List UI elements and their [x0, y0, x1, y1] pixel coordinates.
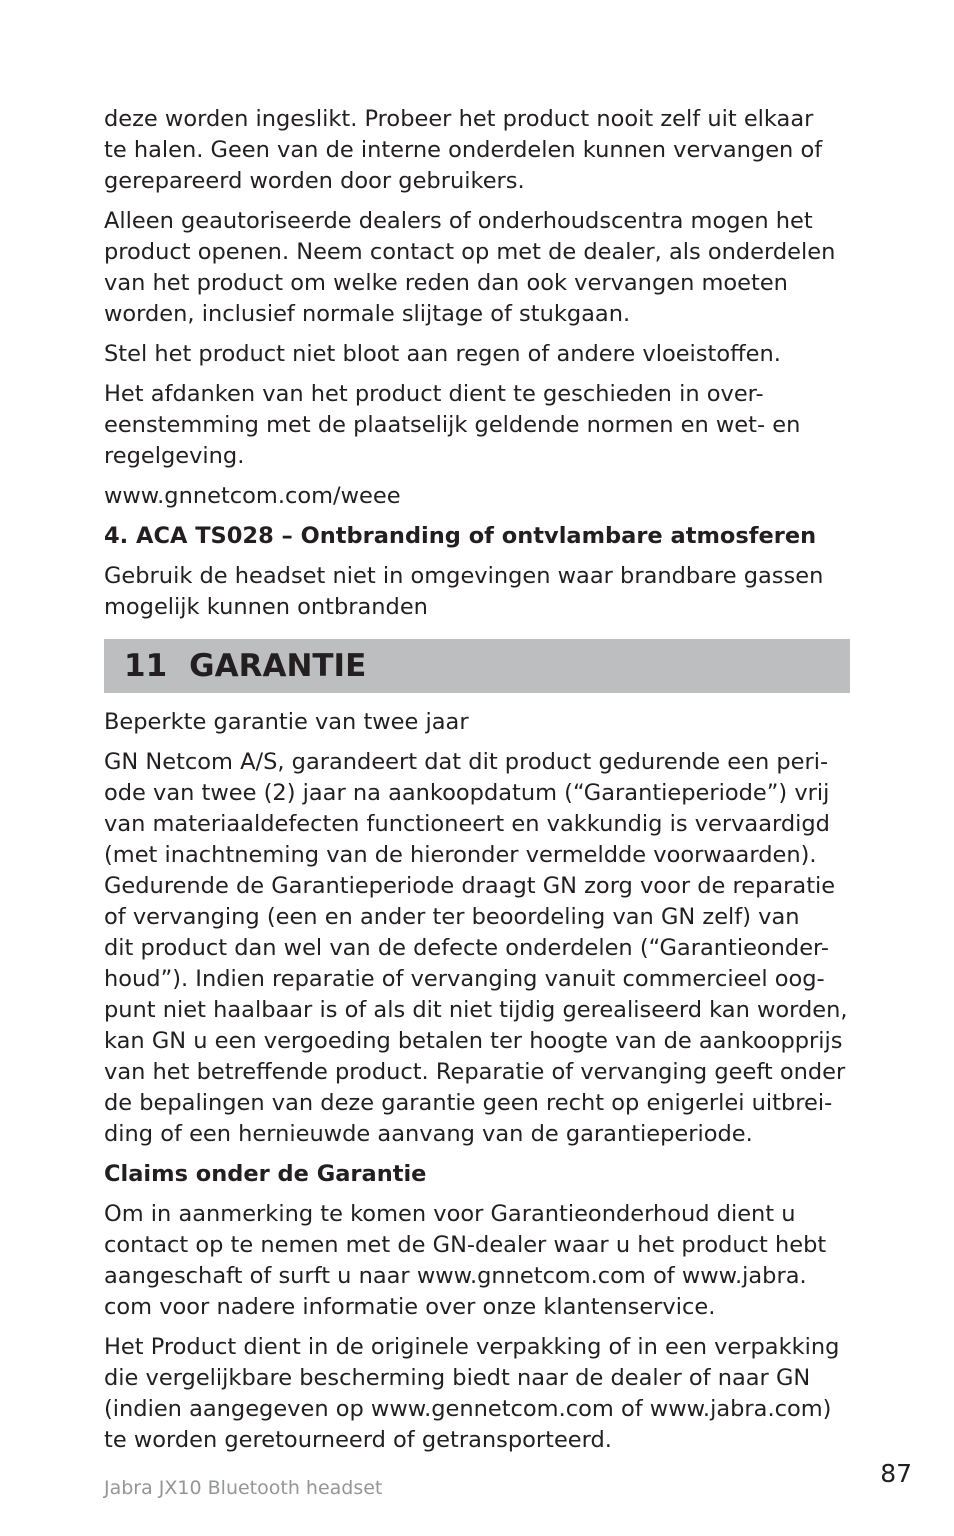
section-title: GARANTIE	[189, 648, 367, 684]
section-header-garantie	[104, 639, 850, 693]
paragraph-disposal: Het afdanken van het product dient te geschieden in over- eenstemming met de plaatselijk geldende normen en wet- en regelgeving.	[104, 381, 801, 469]
section-number: 11	[124, 648, 168, 684]
footer-product-name: Jabra JX10 Bluetooth headset	[104, 1477, 383, 1499]
claims-heading: Claims onder de Garantie	[104, 1161, 427, 1187]
claims-text-contact: Om in aanmerking te komen voor Garantieonderhoud dient u contact op te nemen met de GN-dealer waar u het product hebt aangeschaft of surft u naar www.gnnetcom.com of www.jabra. com voor nadere informatie over onze klantenservice.	[104, 1201, 827, 1320]
warranty-intro: Beperkte garantie van twee jaar	[104, 709, 469, 735]
paragraph-disassembly: deze worden ingeslikt. Probeer het product nooit zelf uit elkaar te halen. Geen van de interne onderdelen kunnen vervangen of gerepareerd worden door gebruikers.	[104, 106, 823, 194]
claims-text-packaging: Het Product dient in de originele verpakking of in een verpakking die vergelijkbare bescherming biedt naar de dealer of naar GN (indien aangegeven op www.gennetcom.com of www.jabra.com) te worden geretourneerd of getransporteerd.	[104, 1334, 840, 1453]
aca-text: Gebruik de headset niet in omgevingen waar brandbare gassen mogelijk kunnen ontbranden	[104, 563, 824, 620]
paragraph-liquids: Stel het product niet bloot aan regen of andere vloeistoffen.	[104, 341, 781, 367]
warranty-body: GN Netcom A/S, garandeert dat dit product gedurende een peri- ode van twee (2) jaar na aankoopdatum (“Garantieperiode”) vrij van materiaaldefecten functioneert en vakkundig is vervaardigd (met inachtneming van de hieronder vermeldde voorwaarden). Gedurende de Garantieperiode draagt GN zorg voor de reparatie of vervanging (een en ander ter beoordeling van GN zelf) van dit product dan wel van de defecte onderdelen (“Garantieonder- houd”). Indien reparatie of vervanging vanuit commercieel oog- punt niet haalbaar is of als dit niet tijdig gerealiseerd kan worden, kan GN u een vergoeding betalen ter hoogte van de aankoopprijs van het betreffende product. Reparatie of vervanging geeft onder de bepalingen van deze garantie geen recht op enigerlei uitbrei- ding of een hernieuwde aanvang van de garantieperiode.	[104, 749, 848, 1147]
weee-link[interactable]: www.gnnetcom.com/weee	[104, 483, 401, 509]
page-content	[104, 104, 850, 1465]
page-number: 87	[880, 1459, 912, 1488]
paragraph-dealers: Alleen geautoriseerde dealers of onderhoudscentra mogen het product openen. Neem contact op met de dealer, als onderdelen van het product om welke reden dan ook vervangen moeten worden, inclusief normale slijtage of stukgaan.	[104, 208, 836, 327]
aca-heading: 4. ACA TS028 – Ontbranding of ontvlambare atmosferen	[104, 523, 817, 549]
